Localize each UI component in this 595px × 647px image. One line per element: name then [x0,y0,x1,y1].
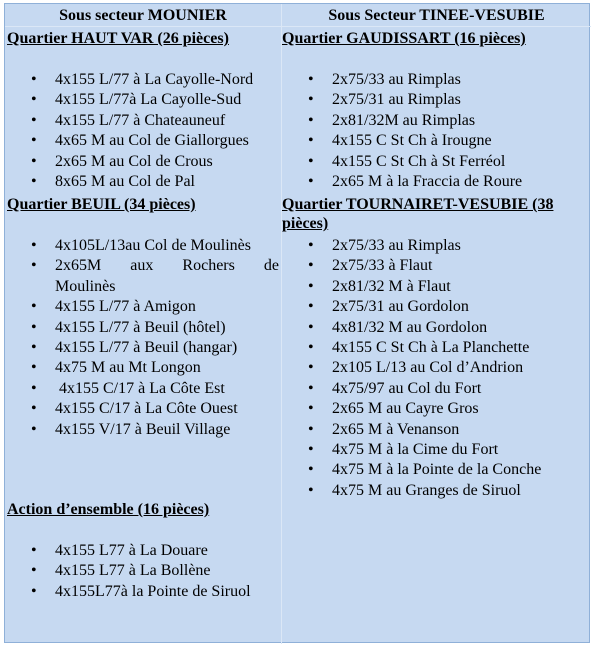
list-item-continuation: Moulinès [55,277,116,295]
bullet-icon: • [31,152,37,170]
list-item: • 2x81/32M au Rimplas [282,111,591,131]
list-item: • 4x155 C/17 à La Côte Est [5,379,281,399]
list-item: • 2x65 M à Venanson [282,420,591,440]
bullet-icon: • [31,582,37,600]
bullet-icon: • [31,173,37,191]
right-column-header: Sous Secteur TINEE-VESUBIE [328,7,545,24]
bullet-icon: • [31,339,37,357]
bullet-icon: • [308,339,314,357]
list-item: • 4x75 M au Mt Longon [5,358,281,378]
beuil-list [5,236,281,440]
tournairet-title: Quartier TOURNAIRET-VESUBIE (38 [282,196,554,213]
list-item: • 2x75/33 au Rimplas [282,70,591,90]
list-item: • 4x155 L77 à La Bollène [5,561,281,581]
bullet-icon: • [308,379,314,397]
list-item: • 4x155 C St Ch à St Ferréol [282,152,591,172]
list-item: • 4x155 L/77à La Cayolle-Sud [5,90,281,110]
list-item: • 4x65 M au Col de Giallorgues [5,131,281,151]
bullet-icon: • [308,173,314,191]
beuil-title: Quartier BEUIL (34 pièces) [7,196,196,213]
list-item: • 4x81/32 M au Gordolon [282,318,591,338]
bullet-icon: • [308,111,314,129]
bullet-icon: • [31,298,37,316]
bullet-icon: • [31,71,37,88]
list-item: • 4x75 M au Granges de Siruol [282,481,591,501]
bullet-icon: • [308,152,314,170]
bullet-icon: • [308,318,314,336]
bullet-icon: • [31,420,37,438]
gaudissart-title: Quartier GAUDISSART (16 pièces) [282,30,526,47]
bullet-icon: • [308,420,314,438]
bullet-icon: • [308,132,314,150]
bullet-icon: • [31,400,37,418]
bullet-icon: • [308,481,314,499]
ensemble-list [5,541,281,602]
tournairet-list [282,236,591,501]
bullet-icon: • [31,257,37,275]
left-column-header: Sous secteur MOUNIER [59,7,227,24]
bullet-icon: • [308,257,314,275]
header-divider [5,26,591,27]
list-item: • 2x75/33 au Rimplas [282,236,591,256]
list-item: • 4x155 V/17 à Beuil Village [5,420,281,440]
list-item: • 4x75/97 au Col du Fort [282,379,591,399]
tournairet-title-continued: pièces) [282,215,329,232]
list-item: • 4x155 L/77 à Chateauneuf [5,111,281,131]
bullet-icon: • [308,441,314,459]
bullet-icon: • [31,91,37,109]
list-item: • 4x105L/13au Col de Moulinès [5,236,281,256]
bullet-icon: • [308,277,314,295]
list-item: • 2x65 M au Col de Crous [5,152,281,172]
bullet-icon: • [31,132,37,150]
list-item: • 4x155 L/77 à Amigon [5,297,281,317]
bullet-icon: • [31,318,37,336]
list-item: • 2x65 M à la Fraccia de Roure [282,172,591,192]
list-item: • 4x155 C St Ch à Irougne [282,131,591,151]
list-item: • 4x155 L/77 à La Cayolle-Nord [5,70,281,90]
bullet-icon: • [31,562,37,580]
bullet-icon: • [308,237,314,254]
list-item: • 4x155 C/17 à La Côte Ouest [5,399,281,419]
list-item: • 2x81/32 M à Flaut [282,277,591,297]
list-item: • 4x155 L/77 à Beuil (hôtel) [5,318,281,338]
list-item: • 2x75/31 au Gordolon [282,297,591,317]
list-item: • 4x155 L77 à La Douare [5,541,281,561]
list-item: • 2x105 L/13 au Col d’Andrion [282,358,591,378]
list-item: • 8x65 M au Col de Pal [5,172,281,192]
gaudissart-list [282,70,591,192]
bullet-icon: • [308,400,314,418]
bullet-icon: • [31,237,37,254]
list-item: • 2x65 M au Cayre Gros [282,399,591,419]
bullet-icon: • [308,461,314,479]
list-item: • 2x75/33 à Flaut [282,256,591,276]
list-item: • 4x75 M à la Cime du Fort [282,440,591,460]
list-item: • 4x155L77à la Pointe de Siruol [5,582,281,602]
haut-var-list [5,70,281,192]
bullet-icon: • [308,71,314,88]
bullet-icon: • [308,359,314,377]
list-item: • 4x155 L/77 à Beuil (hangar) [5,338,281,358]
bullet-icon: • [31,359,37,377]
bullet-icon: • [308,298,314,316]
list-item: • 2x75/31 au Rimplas [282,90,591,110]
bullet-icon: • [308,91,314,109]
list-item: • 4x75 M à la Pointe de la Conche [282,460,591,480]
list-item: • 2x65M aux Rochers de [5,256,281,276]
haut-var-title: Quartier HAUT VAR (26 pièces) [7,30,229,47]
bullet-icon: • [31,542,37,559]
sector-table [4,3,590,643]
ensemble-title: Action d’ensemble (16 pièces) [7,501,210,518]
list-item: • 4x155 C St Ch à La Planchette [282,338,591,358]
bullet-icon: • [31,111,37,129]
bullet-icon: • [31,379,37,397]
